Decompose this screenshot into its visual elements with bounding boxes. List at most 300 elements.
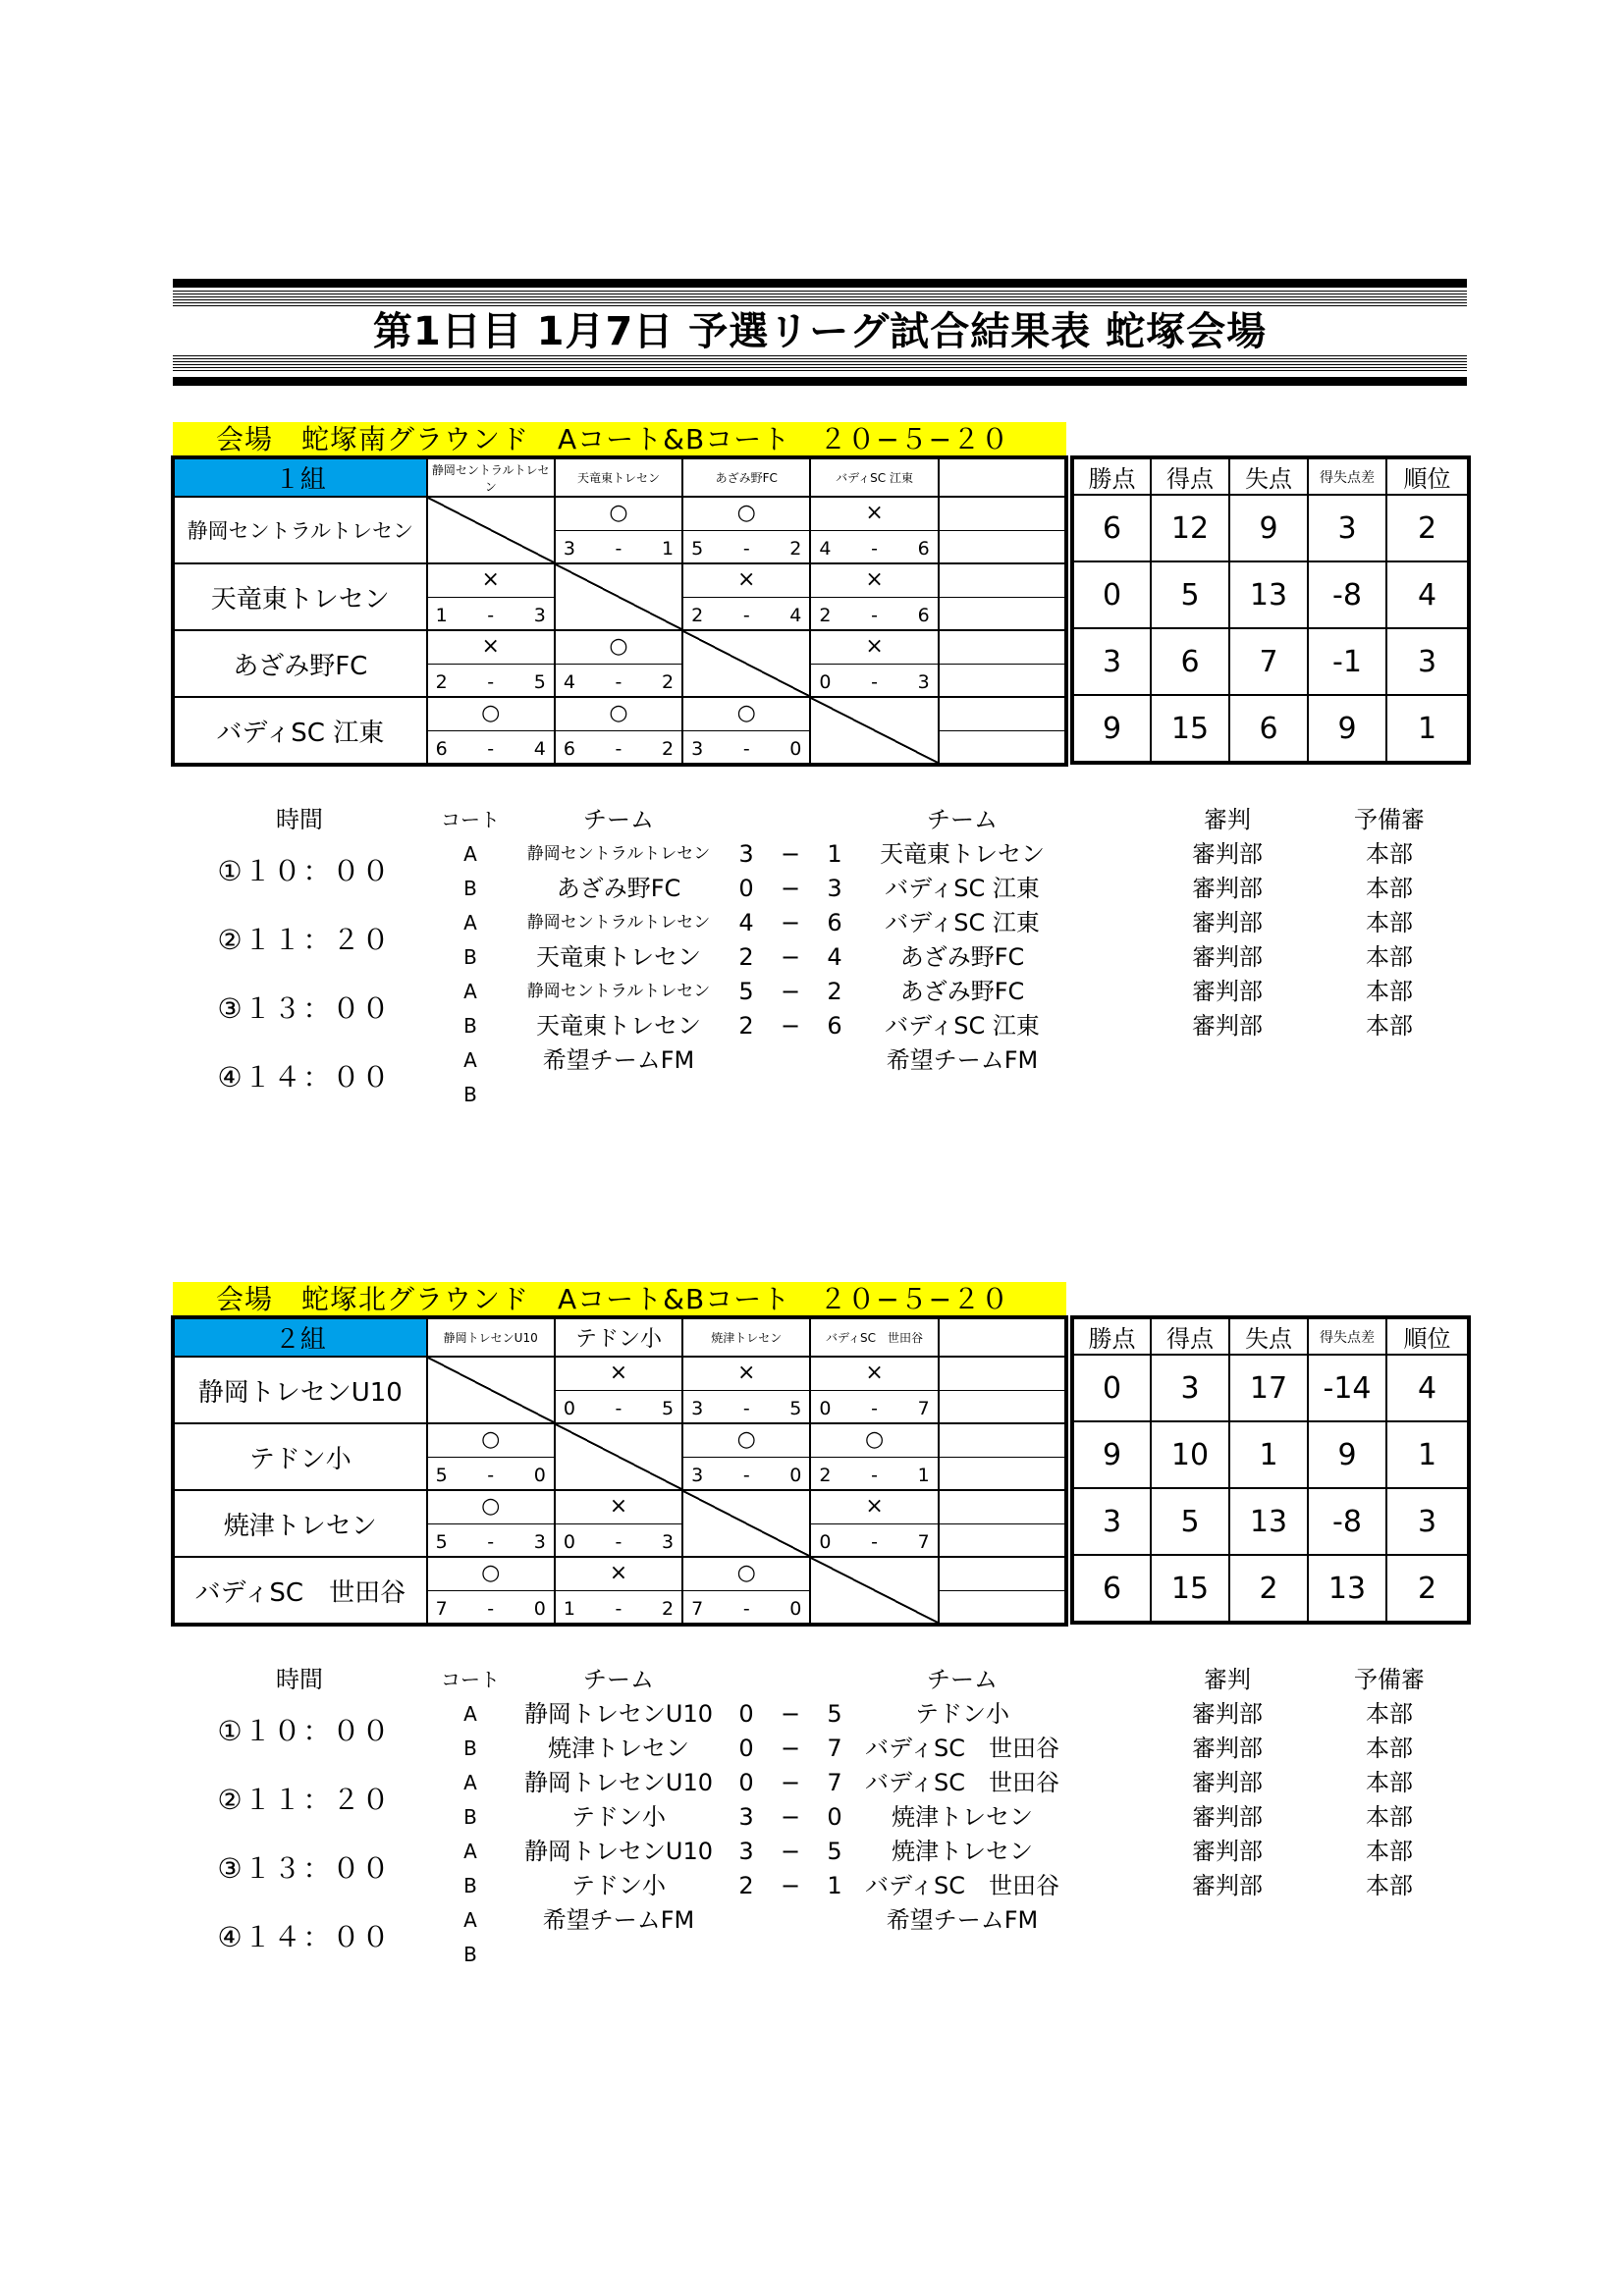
team1-name: 静岡セントラルトレセン <box>526 982 711 1001</box>
score-left: 5 <box>738 978 754 1005</box>
team2-header: チーム <box>927 1666 998 1693</box>
score-against: 4 <box>789 605 802 626</box>
blank-cell <box>939 1557 1066 1625</box>
score-left: 0 <box>738 875 754 902</box>
team1-name: 希望チームFM <box>542 1046 695 1074</box>
score-for: 3 <box>563 538 575 560</box>
court-label: A <box>463 842 477 866</box>
table-row <box>173 630 1066 697</box>
score-for: 2 <box>819 605 832 626</box>
title-banner <box>173 279 1467 389</box>
standings-value: 12 <box>1151 495 1229 561</box>
score-for: 3 <box>691 738 704 760</box>
referee-name: 審判部 <box>1192 1769 1263 1796</box>
table-row <box>1072 1555 1469 1623</box>
score-dash: − <box>780 1700 801 1728</box>
standings-value: 1 <box>1386 695 1469 763</box>
score-against: 6 <box>917 605 930 626</box>
result-symbol: × <box>609 1494 628 1519</box>
score-left: 0 <box>738 1735 754 1762</box>
score-left: 0 <box>738 1769 754 1796</box>
match-result-cell: ○ 3 - 0 <box>682 1423 810 1490</box>
venue-label: 会場 蛇塚北グラウンド Aコート&Bコート ２０−５−２０ <box>173 1282 1066 1317</box>
court-label: A <box>463 1048 477 1072</box>
time-slot: ①１０：００ <box>217 855 392 887</box>
row-team-name: テドン小 <box>173 1423 427 1490</box>
team1-name: 静岡セントラルトレセン <box>526 844 711 864</box>
score-for: 5 <box>435 1531 448 1553</box>
column-team-header: テドン小 <box>555 1317 682 1357</box>
group-label: １組 <box>173 457 427 497</box>
score-right: 6 <box>827 909 842 936</box>
team1-name: 静岡トレセンU10 <box>523 1838 714 1865</box>
list-item <box>0 1078 1624 1112</box>
score-left: 2 <box>738 943 754 971</box>
score-against: 3 <box>533 1531 546 1553</box>
score-for: 0 <box>563 1398 575 1419</box>
result-symbol: ○ <box>736 701 756 725</box>
score-for: 0 <box>819 1398 832 1419</box>
team1-name: 天竜東トレセン <box>536 1012 701 1040</box>
standings-header: 得点 <box>1151 1317 1229 1355</box>
score-against: 5 <box>789 1398 802 1419</box>
court-label: A <box>463 1908 477 1932</box>
standings-value: 13 <box>1229 561 1308 628</box>
match-result-cell: ○ 6 - 4 <box>427 697 555 765</box>
match-result-cell: × 2 - 4 <box>682 563 810 630</box>
list-item <box>0 1835 1624 1869</box>
team2-name: あざみ野FC <box>899 943 1025 971</box>
referee-name: 審判部 <box>1192 1872 1263 1899</box>
result-grid <box>171 1315 1068 1627</box>
standings-value: 3 <box>1386 1488 1469 1555</box>
referee-name: 審判部 <box>1192 909 1263 936</box>
referee-name: 審判部 <box>1192 1735 1263 1762</box>
score-for: 2 <box>435 671 448 693</box>
list-item <box>0 1869 1624 1903</box>
score-right: 4 <box>827 943 842 971</box>
score-right: 7 <box>827 1735 842 1762</box>
match-result-cell: × 0 - 3 <box>810 630 938 697</box>
row-team-name: 天竜東トレセン <box>173 563 427 630</box>
list-item <box>0 1043 1624 1078</box>
score-left: 4 <box>738 909 754 936</box>
reserve-name: 本部 <box>1366 1803 1413 1831</box>
court-label: B <box>463 877 477 900</box>
list-item <box>0 1697 1624 1732</box>
blank-cell <box>939 1423 1066 1490</box>
match-schedule <box>0 803 1624 1137</box>
team2-name: バディSC 世田谷 <box>864 1769 1060 1796</box>
standings-value: 7 <box>1229 628 1308 695</box>
court-label: A <box>463 1840 477 1863</box>
match-result-cell: ○ 7 - 0 <box>682 1557 810 1625</box>
score-dash: − <box>780 1735 801 1762</box>
score-for: 1 <box>563 1598 575 1620</box>
score-against: 7 <box>917 1531 930 1553</box>
reserve-name: 本部 <box>1366 1735 1413 1762</box>
score-left: 2 <box>738 1872 754 1899</box>
team2-name: バディSC 江東 <box>885 875 1040 902</box>
blank-cell <box>939 630 1066 697</box>
standings-header: 勝点 <box>1072 1317 1151 1355</box>
referee-name: 審判部 <box>1192 1700 1263 1728</box>
list-item <box>0 1009 1624 1043</box>
score-against: 2 <box>662 671 675 693</box>
team2-name: テドン小 <box>915 1700 1009 1728</box>
score-dash: − <box>780 1838 801 1865</box>
standings-value: 2 <box>1229 1555 1308 1623</box>
standings-value: 13 <box>1308 1555 1386 1623</box>
standings-value: 0 <box>1072 561 1151 628</box>
standings-header: 勝点 <box>1072 457 1151 495</box>
team2-name: 希望チームFM <box>886 1906 1039 1934</box>
score-for: 0 <box>563 1531 575 1553</box>
standings-value: 3 <box>1151 1355 1229 1421</box>
list-item <box>0 940 1624 975</box>
standings-value: 9 <box>1308 695 1386 763</box>
list-item <box>0 1800 1624 1835</box>
blank-cell <box>939 1490 1066 1557</box>
match-result-cell: × 2 - 6 <box>810 563 938 630</box>
standings-value: 9 <box>1072 695 1151 763</box>
list-item <box>0 1903 1624 1938</box>
result-symbol: × <box>737 567 756 592</box>
page-title: 第1日目 1月7日 予選リーグ試合結果表 蛇塚会場 <box>372 309 1268 354</box>
column-team-header: 静岡トレセンU10 <box>427 1317 555 1357</box>
match-result-cell: × 0 - 5 <box>555 1357 682 1423</box>
standings-header: 順位 <box>1386 1317 1469 1355</box>
score-for: 0 <box>819 1531 832 1553</box>
self-match-cell <box>682 630 810 697</box>
group-label: ２組 <box>173 1317 427 1357</box>
result-grid <box>171 455 1068 767</box>
row-team-name: 焼津トレセン <box>173 1490 427 1557</box>
result-symbol: × <box>481 634 500 659</box>
match-result-cell: ○ 5 - 0 <box>427 1423 555 1490</box>
match-result-cell: × 0 - 3 <box>555 1490 682 1557</box>
standings-value: 6 <box>1072 1555 1151 1623</box>
list-item <box>0 1732 1624 1766</box>
reserve-name: 本部 <box>1366 1012 1413 1040</box>
score-right: 1 <box>827 1872 842 1899</box>
court-label: B <box>463 1014 477 1038</box>
standings-value: 6 <box>1072 495 1151 561</box>
row-team-name: 静岡セントラルトレセン <box>173 497 427 563</box>
team1-name: 静岡セントラルトレセン <box>526 913 711 933</box>
table-row <box>1072 628 1469 695</box>
referee-name: 審判部 <box>1192 875 1263 902</box>
table-row <box>173 1357 1066 1423</box>
team1-header: チーム <box>583 1666 654 1693</box>
self-match-cell <box>810 697 938 765</box>
match-schedule <box>0 1663 1624 1997</box>
court-label: A <box>463 911 477 934</box>
result-symbol: ○ <box>736 1561 756 1585</box>
referee-header: 審判 <box>1204 1666 1251 1693</box>
score-against: 3 <box>662 1531 675 1553</box>
match-result-cell: × 1 - 2 <box>555 1557 682 1625</box>
team1-name: 静岡トレセンU10 <box>523 1769 714 1796</box>
referee-name: 審判部 <box>1192 943 1263 971</box>
blank-cell <box>939 563 1066 630</box>
team2-name: 希望チームFM <box>886 1046 1039 1074</box>
table-row <box>173 497 1066 563</box>
score-for: 5 <box>435 1465 448 1486</box>
reserve-name: 本部 <box>1366 1700 1413 1728</box>
score-left: 3 <box>738 1803 754 1831</box>
score-dash: − <box>780 1769 801 1796</box>
standings-value: 3 <box>1386 628 1469 695</box>
team2-header: チーム <box>927 806 998 833</box>
self-match-cell <box>427 1357 555 1423</box>
score-right: 6 <box>827 1012 842 1040</box>
result-symbol: ○ <box>609 501 628 525</box>
table-row <box>1072 1488 1469 1555</box>
result-symbol: ○ <box>864 1427 885 1452</box>
score-right: 7 <box>827 1769 842 1796</box>
score-against: 2 <box>789 538 802 560</box>
standings-value: -14 <box>1308 1355 1386 1421</box>
team1-name: あざみ野FC <box>556 875 681 902</box>
team2-name: バディSC 江東 <box>885 909 1040 936</box>
score-against: 0 <box>789 1598 802 1620</box>
score-for: 4 <box>819 538 832 560</box>
standings-value: 9 <box>1229 495 1308 561</box>
court-label: A <box>463 1702 477 1726</box>
time-slot: ②１１：２０ <box>217 924 392 956</box>
referee-name: 審判部 <box>1192 1803 1263 1831</box>
score-against: 0 <box>789 738 802 760</box>
score-for: 3 <box>691 1465 704 1486</box>
score-left: 3 <box>738 1838 754 1865</box>
reserve-name: 本部 <box>1366 840 1413 868</box>
court-label: B <box>463 1736 477 1760</box>
time-slot: ④１４：００ <box>217 1061 392 1094</box>
row-team-name: 静岡トレセンU10 <box>173 1357 427 1423</box>
time-slot: ③１３：００ <box>217 1852 392 1885</box>
self-match-cell <box>810 1557 938 1625</box>
reserve-name: 本部 <box>1366 1769 1413 1796</box>
venue-label: 会場 蛇塚南グラウンド Aコート&Bコート ２０−５−２０ <box>173 422 1066 457</box>
match-result-cell: ○ 7 - 0 <box>427 1557 555 1625</box>
standings-value: 9 <box>1308 1421 1386 1488</box>
court-label: B <box>463 1805 477 1829</box>
match-result-cell: ○ 3 - 0 <box>682 697 810 765</box>
match-result-cell: × 0 - 7 <box>810 1357 938 1423</box>
result-symbol: ○ <box>481 1561 501 1585</box>
table-row <box>1072 695 1469 763</box>
match-result-cell: × 3 - 5 <box>682 1357 810 1423</box>
reserve-name: 本部 <box>1366 1872 1413 1899</box>
time-header: 時間 <box>276 1666 323 1693</box>
team2-name: 焼津トレセン <box>892 1838 1033 1865</box>
court-label: B <box>463 945 477 969</box>
standings-value: 4 <box>1386 1355 1469 1421</box>
score-dash: − <box>780 1872 801 1899</box>
result-symbol: ○ <box>481 701 501 725</box>
score-against: 4 <box>533 738 546 760</box>
blank-header <box>939 457 1066 497</box>
standings-value: 0 <box>1072 1355 1151 1421</box>
self-match-cell <box>555 1423 682 1490</box>
time-slot: ④１４：００ <box>217 1921 392 1953</box>
score-for: 1 <box>435 605 448 626</box>
column-team-header: バディSC 世田谷 <box>810 1317 938 1357</box>
referee-name: 審判部 <box>1192 1838 1263 1865</box>
match-result-cell: ○ 3 - 1 <box>555 497 682 563</box>
score-dash: − <box>780 1803 801 1831</box>
score-right: 5 <box>827 1838 842 1865</box>
result-symbol: ○ <box>481 1494 501 1519</box>
referee-name: 審判部 <box>1192 1012 1263 1040</box>
list-item <box>0 872 1624 906</box>
standings-value: -1 <box>1308 628 1386 695</box>
result-symbol: × <box>865 1361 884 1385</box>
reserve-name: 本部 <box>1366 909 1413 936</box>
referee-header: 審判 <box>1204 806 1251 833</box>
table-row <box>173 1423 1066 1490</box>
table-row <box>1072 561 1469 628</box>
team1-name: 天竜東トレセン <box>536 943 701 971</box>
court-header: コート <box>441 808 500 831</box>
list-item <box>0 906 1624 940</box>
reserve-name: 本部 <box>1366 943 1413 971</box>
standings-value: 2 <box>1386 1555 1469 1623</box>
list-item <box>0 1938 1624 1972</box>
blank-cell <box>939 697 1066 765</box>
team1-name: 希望チームFM <box>542 1906 695 1934</box>
result-symbol: × <box>865 1494 884 1519</box>
team2-name: バディSC 世田谷 <box>864 1872 1060 1899</box>
standings-value: 5 <box>1151 1488 1229 1555</box>
table-row <box>1072 1355 1469 1421</box>
standings-value: 6 <box>1229 695 1308 763</box>
standings-value: 10 <box>1151 1421 1229 1488</box>
standings-value: 13 <box>1229 1488 1308 1555</box>
score-dash: − <box>780 943 801 971</box>
score-right: 3 <box>827 875 842 902</box>
team2-name: 天竜東トレセン <box>880 840 1045 868</box>
score-dash: − <box>780 875 801 902</box>
row-team-name: バディSC 世田谷 <box>173 1557 427 1625</box>
score-for: 4 <box>563 671 575 693</box>
score-right: 2 <box>827 978 842 1005</box>
time-slot: ①１０：００ <box>217 1715 392 1747</box>
time-slot: ②１１：２０ <box>217 1784 392 1816</box>
score-right: 5 <box>827 1700 842 1728</box>
score-against: 0 <box>533 1598 546 1620</box>
time-header: 時間 <box>276 806 323 833</box>
score-dash: − <box>780 909 801 936</box>
referee-name: 審判部 <box>1192 978 1263 1005</box>
score-for: 5 <box>691 538 704 560</box>
score-against: 3 <box>533 605 546 626</box>
blank-header <box>939 1317 1066 1357</box>
standings-value: 2 <box>1386 495 1469 561</box>
result-symbol: ○ <box>481 1427 501 1452</box>
standings-value: 1 <box>1386 1421 1469 1488</box>
match-result-cell: ○ 5 - 3 <box>427 1490 555 1557</box>
standings-value: 3 <box>1072 1488 1151 1555</box>
standings-value: 15 <box>1151 1555 1229 1623</box>
score-against: 5 <box>662 1398 675 1419</box>
standings-value: 1 <box>1229 1421 1308 1488</box>
table-row <box>173 1557 1066 1625</box>
score-against: 5 <box>533 671 546 693</box>
team2-name: あざみ野FC <box>899 978 1025 1005</box>
result-symbol: × <box>865 567 884 592</box>
score-against: 0 <box>533 1465 546 1486</box>
table-row <box>173 697 1066 765</box>
score-for: 2 <box>691 605 704 626</box>
result-symbol: × <box>737 1361 756 1385</box>
result-symbol: × <box>865 501 884 525</box>
result-symbol: × <box>481 567 500 592</box>
team2-name: バディSC 世田谷 <box>864 1735 1060 1762</box>
score-against: 7 <box>917 1398 930 1419</box>
standings-value: 5 <box>1151 561 1229 628</box>
standings-value: -8 <box>1308 1488 1386 1555</box>
team1-name: テドン小 <box>571 1872 666 1899</box>
score-against: 1 <box>917 1465 930 1486</box>
reserve-name: 本部 <box>1366 978 1413 1005</box>
match-result-cell: × 0 - 7 <box>810 1490 938 1557</box>
reserve-header: 予備審 <box>1354 806 1425 833</box>
referee-name: 審判部 <box>1192 840 1263 868</box>
result-symbol: ○ <box>609 634 628 659</box>
result-symbol: × <box>609 1561 628 1585</box>
result-symbol: ○ <box>736 501 756 525</box>
team1-name: 焼津トレセン <box>548 1735 689 1762</box>
standings-value: 6 <box>1151 628 1229 695</box>
standings-header: 得点 <box>1151 457 1229 495</box>
score-against: 6 <box>917 538 930 560</box>
score-for: 7 <box>435 1598 448 1620</box>
court-label: A <box>463 980 477 1003</box>
score-against: 1 <box>662 538 675 560</box>
standings-header: 得失点差 <box>1308 1317 1386 1355</box>
match-result-cell: ○ 5 - 2 <box>682 497 810 563</box>
standings-value: 9 <box>1072 1421 1151 1488</box>
court-label: B <box>463 1874 477 1897</box>
match-result-cell: × 1 - 3 <box>427 563 555 630</box>
score-dash: − <box>780 840 801 868</box>
row-team-name: あざみ野FC <box>173 630 427 697</box>
score-for: 6 <box>563 738 575 760</box>
blank-cell <box>939 497 1066 563</box>
list-item <box>0 837 1624 872</box>
score-against: 0 <box>789 1465 802 1486</box>
table-row <box>173 563 1066 630</box>
standings-header: 失点 <box>1229 457 1308 495</box>
standings-header: 失点 <box>1229 1317 1308 1355</box>
court-label: A <box>463 1771 477 1794</box>
table-row <box>1072 495 1469 561</box>
score-right: 0 <box>827 1803 842 1831</box>
score-dash: − <box>780 1012 801 1040</box>
row-team-name: バディSC 江東 <box>173 697 427 765</box>
list-item <box>0 975 1624 1009</box>
score-for: 2 <box>819 1465 832 1486</box>
score-left: 3 <box>738 840 754 868</box>
match-result-cell: ○ 4 - 2 <box>555 630 682 697</box>
result-symbol: ○ <box>609 701 628 725</box>
self-match-cell <box>682 1490 810 1557</box>
team1-name: 静岡トレセンU10 <box>523 1700 714 1728</box>
time-slot: ③１３：００ <box>217 992 392 1025</box>
list-item <box>0 1766 1624 1800</box>
